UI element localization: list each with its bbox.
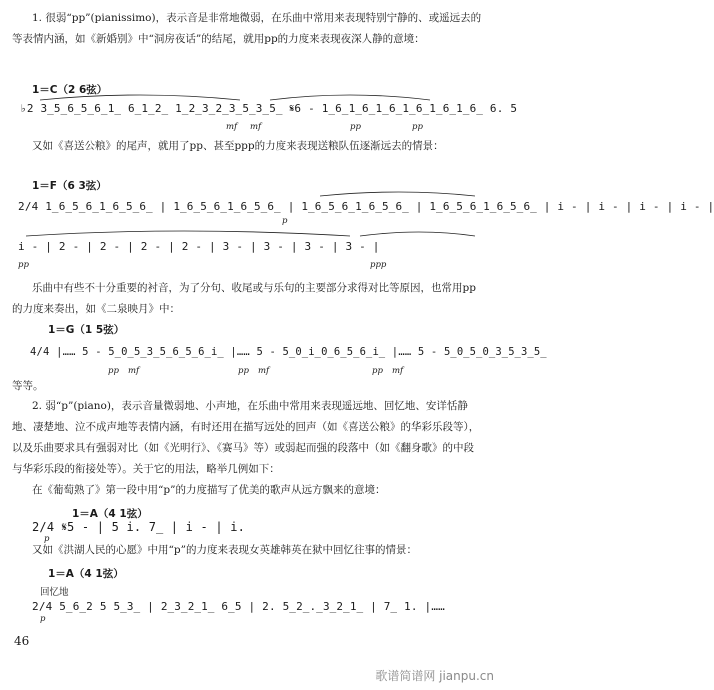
example3-dynamic-pp-3: pp <box>372 366 383 376</box>
example2-slur-line1 <box>20 190 480 210</box>
example1-dynamic-mf: mf <box>226 122 238 132</box>
site-watermark: 歌谱简谱网 jianpu.cn <box>375 669 494 683</box>
example4-dynamic-p: p <box>44 534 50 544</box>
paragraph-pp-intro: 1. 很弱“pp”(pianissimo)，表示音是非常地微弱，在乐曲中常用来表现特别宁静的、或遥远去的等表情内涵，如《新婚别》中“洞房夜话”的结尾，就用pp的力度来表现夜深人静的意境： <box>12 12 482 45</box>
example1-notation: ♭2 3̲5̲6̲5̲6̲1̲ 6̲1̲2̲ 1̲2̲3̲2̲3̲5̲3̲5̲ 𝄋6 - 1̲6̲1̲6̲1̲6̲1̲6̲1̲6̲1̲6̲ 6. 5 <box>20 102 518 115</box>
example5-key: 1＝A（4 1弦） <box>48 568 124 580</box>
example5-expression-label: 回忆地 <box>40 587 69 598</box>
example4-key: 1＝A（4 1弦） <box>72 508 148 520</box>
example3-dynamic-pp-2: pp <box>238 366 249 376</box>
example3-dynamic-mf: mf <box>128 366 140 376</box>
example1-key: 1＝C（2 6弦） <box>32 84 108 96</box>
example1-dynamic-mf-2: mf <box>250 122 262 132</box>
example1-dynamic-pp: pp <box>350 122 361 132</box>
example5-dynamic-p: p <box>40 614 46 624</box>
example5-notation: 2/4 5̲6̲2 5 5̲3̲ | 2̲3̲2̲1̲ 6̲5 | 2. 5̲2̲.̲3̲2̲1̲ | 7̲ 1. |…… <box>32 600 445 613</box>
example4-notation: 2/4 𝄋5 - | 5 i. 7̲ | i - | i. <box>32 520 246 534</box>
paragraph-xisong-gongliang: 又如《喜送公粮》的尾声，就用了pp、甚至ppp的力度来表现送粮队伍逐渐远去的情景： <box>32 140 444 152</box>
example3-dynamic-pp: pp <box>108 366 119 376</box>
paragraph-honghu-renmin: 又如《洪湖人民的心愿》中用“p”的力度来表现女英雄韩英在狱中回忆往事的情景： <box>32 544 417 556</box>
paragraph-erquan-yingyue: 乐曲中有些不十分重要的衬音，为了分句、收尾或与乐句的主要部分求得对比等原因，也常用pp的力度来奏出，如《二泉映月》中： <box>12 282 476 315</box>
example3-dynamic-mf-2: mf <box>258 366 270 376</box>
example2-slur-line2 <box>20 230 480 250</box>
example2-dynamic-ppp: ppp <box>370 260 387 270</box>
example2-notation-line1: 2/4 1̲6̲5̲6̲1̲6̲5̲6̲ | 1̲6̲5̲6̲1̲6̲5̲6̲ | 1̲6̲5̲6̲1̲6̲5̲6̲ | 1̲6̲5̲6̲1̲6̲5̲6̲ | i - | i - | i - | i - | <box>18 200 714 213</box>
example2-dynamic-p: p <box>282 216 288 226</box>
example3-dynamic-mf-3: mf <box>392 366 404 376</box>
paragraph-dengdeng: 等等。 <box>12 380 44 392</box>
example2-dynamic-pp: pp <box>18 260 29 270</box>
example3-key: 1＝G（1 5弦） <box>48 324 125 336</box>
page-number: 46 <box>14 634 30 648</box>
paragraph-putao-shule: 在《葡萄熟了》第一段中用“p”的力度描写了优美的歌声从远方飘来的意境： <box>32 484 386 496</box>
example3-notation: 4/4 |…… 5 - 5̲0̲5̲3̲5̲6̲5̲6̲i̲ |…… 5 - 5̲0̲i̲0̲6̲5̲6̲i̲ |…… 5 - 5̲0̲5̲0̲3̲5̲3̲5̲ <box>30 346 547 358</box>
example1-dynamic-pp-2: pp <box>412 122 423 132</box>
example2-notation-line2: i - | 2 - | 2 - | 2 - | 2 - | 3 - | 3 - | 3 - | 3 - | <box>18 240 380 253</box>
example2-key: 1＝F（6 3弦） <box>32 180 107 192</box>
paragraph-piano-intro: 2. 弱“p”(piano)，表示音量微弱地、小声地，在乐曲中常用来表现遥远地、回忆地、安详恬静地、凄楚地、泣不成声地等表情内涵，有时还用在描写远处的回声（如《喜送公粮》的华彩乐段等），以及乐曲要求具有强弱对比（如《光明行》、《赛马》等）或弱起而强的段落中（如《翻身歌》的中段与华彩乐段的衔接处等）。关于它的用法，略举几例如下： <box>12 400 480 475</box>
